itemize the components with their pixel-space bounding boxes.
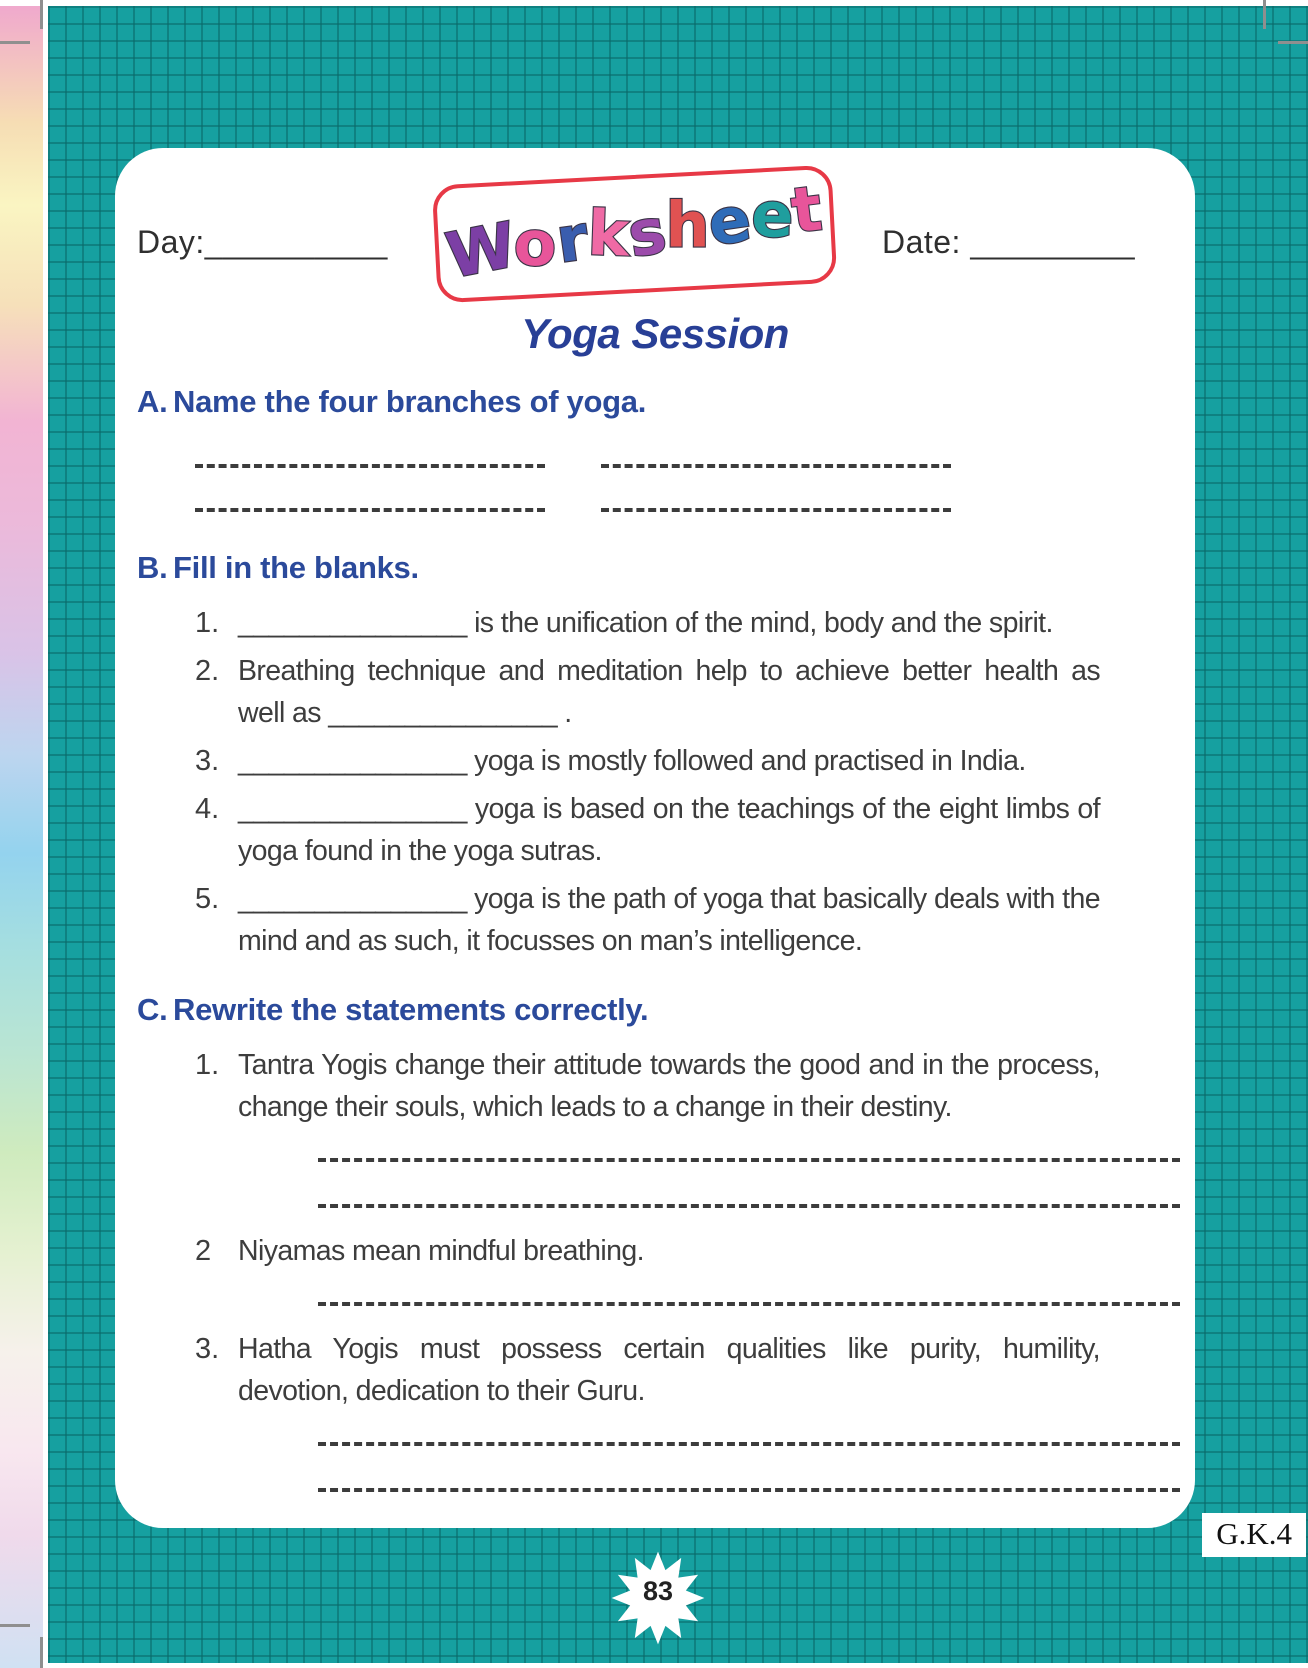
logo-letter: e: [703, 181, 756, 260]
answer-blank-line: [318, 1204, 1180, 1208]
list-item: [195, 740, 1100, 782]
section-b-items: [195, 602, 1100, 962]
answer-blank-line: [318, 1302, 1180, 1306]
item-text: Niyamas mean mindful breathing.: [238, 1235, 644, 1267]
book-code-badge: G.K.4: [1202, 1513, 1306, 1557]
crop-mark: [1278, 41, 1308, 44]
worksheet-logo-box: [432, 165, 838, 304]
item-number: 1.: [195, 607, 220, 639]
item-number: 5.: [195, 883, 220, 915]
crop-mark: [40, 1637, 43, 1668]
crop-mark: [0, 1624, 30, 1627]
item-number: 4.: [195, 793, 220, 825]
crop-mark: [40, 0, 43, 29]
rewrite-answer-lines: [318, 1302, 1180, 1306]
section-c-heading: [115, 992, 1195, 1028]
section-a-title: Name the four branches of yoga.: [173, 384, 647, 419]
answer-blank-line: [601, 508, 951, 512]
list-item: [195, 878, 1100, 962]
item-text: Breathing technique and meditation help to achieve better health as well as _______________ .: [238, 655, 1100, 729]
logo-letter: k: [586, 196, 630, 271]
logo-letter: r: [551, 200, 593, 278]
item-text: _______________ yoga is based on the teachings of the eight limbs of yoga found in the yoga sutras.: [238, 793, 1100, 867]
section-a-letter: A.: [137, 384, 168, 419]
worksheet-logo: [440, 171, 826, 293]
answer-blank-line: [601, 464, 951, 468]
item-text: Tantra Yogis change their attitude towards the good and in the process, change their souls, which leads to a change in their destiny.: [238, 1049, 1100, 1123]
item-number: 2: [195, 1235, 212, 1267]
section-b-letter: B.: [137, 550, 168, 585]
crop-mark: [0, 41, 30, 44]
list-item: [195, 602, 1100, 644]
item-text: _______________ yoga is mostly followed and practised in India.: [238, 745, 1026, 777]
section-c-letter: C.: [137, 992, 168, 1027]
list-item: [195, 1044, 1100, 1128]
header-row: [115, 148, 1195, 306]
answer-blank-line: [318, 1488, 1180, 1492]
logo-letter: o: [513, 206, 558, 281]
list-item: [195, 1230, 1100, 1272]
item-text: _______________ yoga is the path of yoga that basically deals with the mind and as such, it focusses on man’s intelligence.: [238, 883, 1100, 957]
rewrite-answer-lines: [318, 1158, 1180, 1208]
list-item: [195, 650, 1100, 734]
item-number: 2.: [195, 655, 220, 687]
answer-blank-line: [195, 508, 545, 512]
section-a-heading: [115, 384, 1195, 420]
logo-letter: s: [622, 193, 671, 272]
logo-letter: e: [750, 178, 795, 252]
worksheet-card: [115, 148, 1195, 1528]
item-number: 3.: [195, 1333, 220, 1365]
item-text: Hatha Yogis must possess certain qualities like purity, humility, devotion, dedication to their Guru.: [238, 1333, 1100, 1407]
answer-blank-line: [195, 464, 545, 468]
section-c-items: [195, 1044, 1100, 1492]
item-number: 1.: [195, 1049, 220, 1081]
answer-blank-line: [318, 1158, 1180, 1162]
list-item: [195, 788, 1100, 872]
date-field: Date: _________: [881, 223, 1135, 260]
page-title: Yoga Session: [521, 310, 789, 357]
list-item: [195, 1328, 1100, 1412]
section-b-heading: [115, 550, 1195, 586]
section-a-answer-blanks: [195, 464, 1075, 512]
rewrite-answer-lines: [318, 1442, 1180, 1492]
item-text: _______________ is the unification of the mind, body and the spirit.: [238, 607, 1053, 639]
page-number-starburst: [608, 1550, 708, 1646]
statement: [195, 1328, 1100, 1412]
logo-letter: h: [665, 188, 710, 262]
section-c-title: Rewrite the statements correctly.: [173, 992, 649, 1027]
crop-mark: [1263, 0, 1266, 29]
page-number: 83: [642, 1576, 674, 1606]
day-field: Day:__________: [137, 223, 388, 260]
logo-letter: W: [440, 207, 522, 293]
statement: [195, 1044, 1100, 1128]
logo-letter: t: [787, 171, 826, 248]
answer-blank-line: [318, 1442, 1180, 1446]
section-b-title: Fill in the blanks.: [173, 550, 419, 585]
item-number: 3.: [195, 745, 220, 777]
statement: [195, 1230, 1100, 1272]
pastel-edge-strip: [0, 6, 43, 1668]
